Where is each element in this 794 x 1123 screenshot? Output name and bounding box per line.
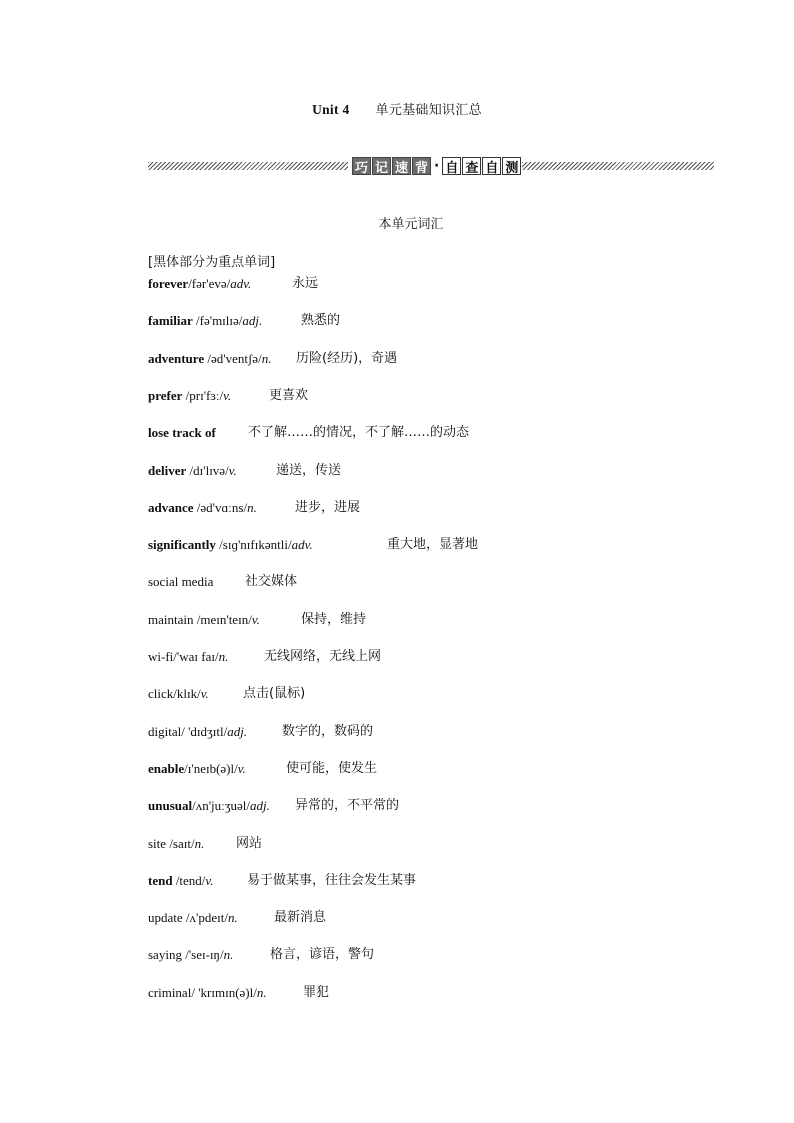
bold-note: [黑体部分为重点单词] bbox=[148, 255, 276, 270]
vocab-part-of-speech: adj. bbox=[227, 723, 248, 739]
vocab-word: saying bbox=[148, 947, 182, 963]
vocab-meaning: 网站 bbox=[236, 835, 263, 851]
vocab-word: advance bbox=[148, 499, 194, 515]
vocab-part-of-speech: v. bbox=[223, 387, 232, 403]
vocab-entry bbox=[148, 756, 378, 782]
vocab-word: unusual bbox=[148, 798, 193, 814]
vocab-entry bbox=[148, 346, 398, 372]
vocab-meaning: 无线网络，无线上网 bbox=[264, 649, 382, 664]
vocab-word: criminal bbox=[148, 984, 192, 1000]
vocab-part-of-speech: adv. bbox=[230, 276, 252, 291]
vocab-entry bbox=[148, 793, 400, 819]
vocab-word: lose track of bbox=[148, 425, 216, 441]
vocab-pronunciation: /tend/ bbox=[172, 872, 206, 888]
vocab-part-of-speech: v. bbox=[205, 872, 214, 888]
vocab-word: tend bbox=[148, 872, 173, 888]
vocab-pronunciation: / 'dɪdʒɪtl/ bbox=[181, 723, 228, 739]
vocab-part-of-speech: n. bbox=[247, 499, 257, 515]
vocab-pronunciation: /fər'evə/ bbox=[188, 276, 231, 291]
vocab-part-of-speech: v. bbox=[228, 462, 237, 478]
vocab-word: update bbox=[148, 910, 183, 926]
vocab-entry bbox=[148, 420, 470, 446]
vocab-meaning: 异常的，不平常的 bbox=[295, 798, 400, 814]
vocab-part-of-speech: n. bbox=[223, 947, 234, 963]
vocab-meaning: 进步，进展 bbox=[295, 499, 361, 515]
vocab-word: prefer bbox=[148, 387, 183, 403]
banner-labels bbox=[352, 155, 521, 177]
vocab-word: significantly bbox=[148, 537, 216, 553]
vocab-entry bbox=[148, 980, 330, 1006]
banner-char: 查 bbox=[462, 157, 481, 175]
vocab-pronunciation: /əd'ventʃə/ bbox=[204, 350, 262, 366]
vocab-meaning: 使可能，使发生 bbox=[286, 760, 378, 776]
vocab-entry bbox=[148, 383, 309, 409]
vocab-word: familiar bbox=[148, 313, 193, 329]
vocab-entry bbox=[148, 569, 298, 595]
vocab-meaning: 社交媒体 bbox=[245, 574, 298, 590]
vocab-pronunciation: /əd'vɑːns/ bbox=[193, 499, 248, 515]
vocab-word: maintain bbox=[148, 611, 194, 627]
unit-label: Unit 4 bbox=[312, 102, 350, 117]
vocab-word: forever bbox=[148, 276, 189, 291]
banner-separator: · bbox=[434, 158, 440, 174]
vocab-part-of-speech: adj. bbox=[242, 313, 263, 329]
vocab-word: adventure bbox=[148, 350, 205, 366]
page-title bbox=[0, 99, 794, 118]
vocab-meaning: 递送，传送 bbox=[276, 462, 342, 478]
vocab-meaning: 罪犯 bbox=[303, 984, 330, 1000]
vocab-part-of-speech: adj. bbox=[250, 798, 270, 814]
vocab-pronunciation: /ʌn'juːʒuəl/ bbox=[192, 798, 251, 814]
vocab-meaning: 点击(鼠标) bbox=[243, 686, 306, 702]
vocab-entry bbox=[148, 905, 327, 931]
vocab-pronunciation: /klɪk/ bbox=[173, 686, 201, 702]
vocab-meaning: 最新消息 bbox=[274, 910, 327, 926]
vocab-pronunciation: /prɪ'fɜː/ bbox=[182, 387, 224, 403]
vocab-pronunciation: /dɪ'lɪvə/ bbox=[186, 462, 229, 478]
vocab-meaning: 数字的，数码的 bbox=[282, 723, 374, 739]
vocab-pronunciation: /sɪɡ'nɪfɪkəntli/ bbox=[215, 537, 292, 553]
vocab-entry bbox=[148, 644, 382, 670]
vocab-entry bbox=[148, 495, 361, 521]
page-heading: 单元基础知识汇总 bbox=[375, 103, 482, 118]
banner-char: 背 bbox=[412, 157, 431, 175]
vocab-pronunciation: /fə'mɪlɪə/ bbox=[192, 313, 243, 329]
vocab-part-of-speech: n. bbox=[194, 835, 205, 851]
vocab-entry bbox=[148, 308, 341, 334]
vocab-word: deliver bbox=[148, 462, 187, 478]
vocab-part-of-speech: v. bbox=[251, 611, 260, 627]
vocab-entry bbox=[148, 681, 306, 707]
vocab-part-of-speech: v. bbox=[237, 760, 246, 776]
vocab-meaning: 重大地，显著地 bbox=[387, 537, 479, 553]
vocab-pronunciation: /ɪ'neɪb(ə)l/ bbox=[184, 760, 238, 776]
vocab-part-of-speech: adv. bbox=[291, 537, 313, 553]
vocab-pronunciation: /meɪn'teɪn/ bbox=[193, 611, 252, 627]
section-banner bbox=[148, 155, 714, 177]
vocab-part-of-speech: n. bbox=[218, 649, 229, 664]
vocab-word: social media bbox=[148, 574, 214, 590]
vocab-meaning: 格言，谚语，警句 bbox=[270, 947, 375, 963]
vocab-part-of-speech: n. bbox=[227, 910, 238, 926]
vocab-pronunciation: /ʌ'pdeɪt/ bbox=[182, 910, 228, 926]
vocab-pronunciation: / 'krɪmɪn(ə)l/ bbox=[191, 984, 257, 1000]
vocab-entry bbox=[148, 942, 375, 968]
vocab-meaning: 不了解……的情况，不了解……的动态 bbox=[248, 425, 470, 441]
vocab-meaning: 易于做某事，往往会发生某事 bbox=[247, 872, 417, 888]
vocab-meaning: 历险(经历)，奇遇 bbox=[296, 350, 398, 366]
banner-char: 巧 bbox=[352, 157, 371, 175]
vocab-word: click bbox=[148, 686, 174, 702]
vocab-entry bbox=[148, 532, 479, 558]
vocab-part-of-speech: n. bbox=[256, 984, 267, 1000]
vocab-entry bbox=[148, 719, 374, 745]
vocab-entry bbox=[148, 271, 319, 297]
vocab-entry bbox=[148, 607, 367, 633]
banner-hatch-left bbox=[148, 162, 348, 170]
vocab-entry bbox=[148, 458, 342, 484]
vocab-meaning: 更喜欢 bbox=[269, 387, 309, 403]
banner-hatch-right bbox=[522, 162, 714, 170]
vocab-meaning: 保持，维持 bbox=[301, 611, 367, 627]
vocab-word: enable bbox=[148, 760, 185, 776]
vocab-word: site bbox=[148, 835, 167, 851]
banner-char: 记 bbox=[372, 157, 391, 175]
vocab-word: wi-fi bbox=[148, 649, 174, 664]
vocab-meaning: 永远 bbox=[292, 276, 319, 291]
vocab-meaning: 熟悉的 bbox=[301, 313, 341, 329]
banner-char: 速 bbox=[392, 157, 411, 175]
banner-char: 自 bbox=[442, 157, 461, 175]
banner-char: 测 bbox=[502, 157, 521, 175]
section-heading: 本单元词汇 bbox=[378, 217, 444, 232]
vocab-entry bbox=[148, 831, 263, 857]
vocab-pronunciation: /'waɪ faɪ/ bbox=[173, 649, 219, 664]
vocab-entry bbox=[148, 868, 417, 894]
banner-char: 自 bbox=[482, 157, 501, 175]
vocab-part-of-speech: v. bbox=[200, 686, 209, 702]
vocab-pronunciation: /saɪt/ bbox=[166, 835, 195, 851]
vocab-part-of-speech: n. bbox=[261, 350, 272, 366]
vocab-word: digital bbox=[148, 723, 182, 739]
vocab-pronunciation: /'seɪ-ɪŋ/ bbox=[181, 947, 224, 963]
